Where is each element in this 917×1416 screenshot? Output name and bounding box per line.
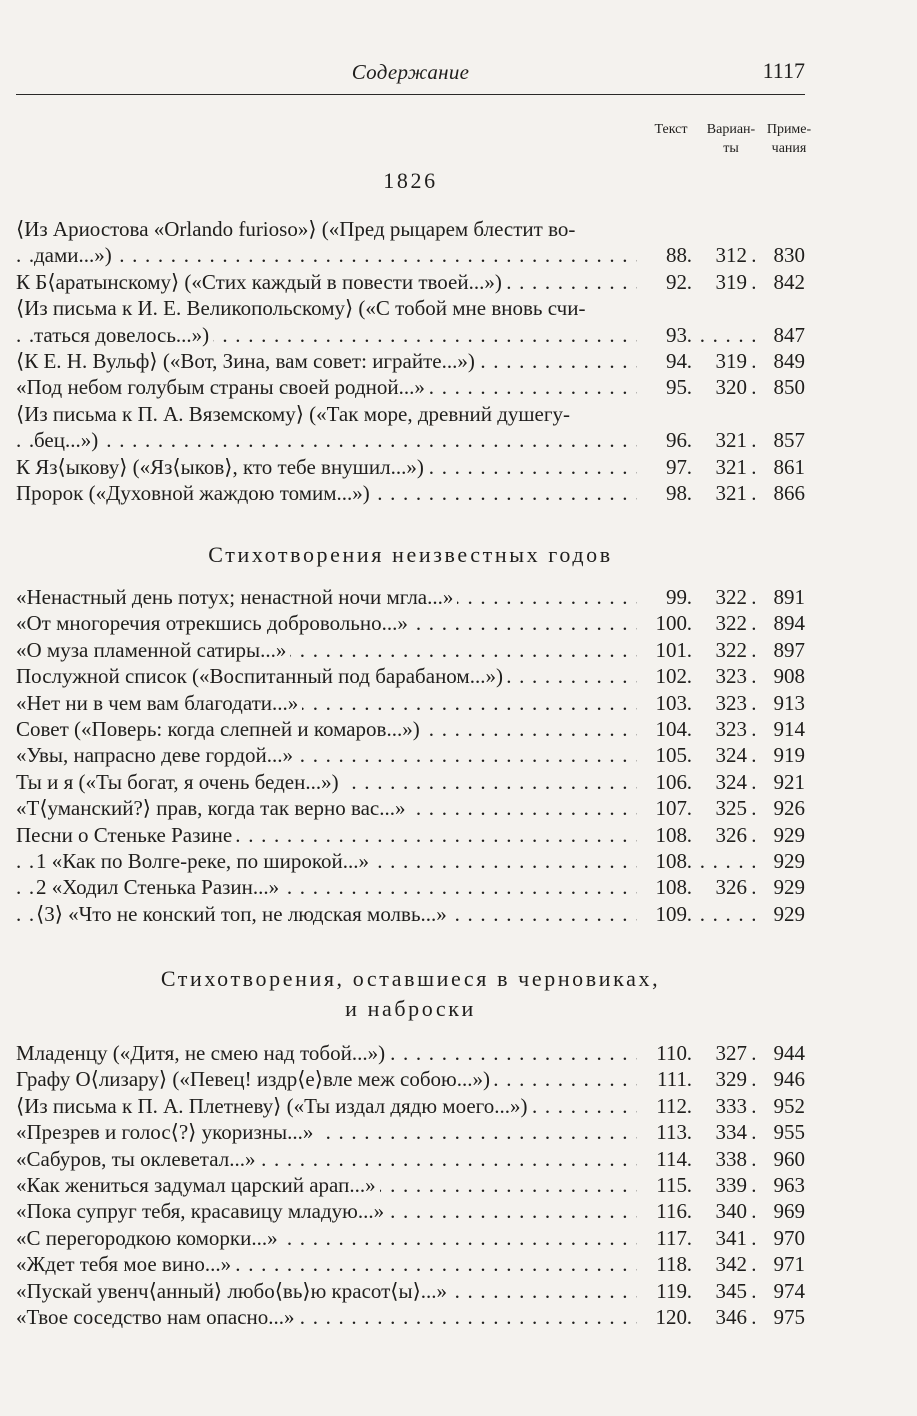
toc-entry-title: «Пока супруг тебя, красавицу младую...» — [16, 1199, 388, 1223]
variants-page: 321 — [697, 454, 747, 480]
toc-entry-title: 2 «Ходил Стенька Разин...» — [36, 875, 283, 899]
notes-page: 866 — [755, 480, 805, 506]
text-page: 110 — [637, 1040, 687, 1066]
page-refs — [637, 769, 805, 795]
notes-page: 913 — [755, 690, 805, 716]
notes-page: 897 — [755, 637, 805, 663]
toc-entry — [16, 1146, 805, 1172]
toc-entry — [16, 610, 805, 636]
page-refs — [637, 1304, 805, 1330]
toc-entry-title: К Яз⟨ыкову⟩ («Яз⟨ыков⟩, кто тебе внушил...») — [16, 455, 428, 479]
toc-entry-title: Послужной список («Воспитанный под барабаном...») — [16, 664, 507, 688]
page-refs — [637, 584, 805, 610]
section-title-line: Стихотворения неизвестных годов — [208, 542, 613, 567]
variants-page: 322 — [697, 610, 747, 636]
variants-page: 319 — [697, 348, 747, 374]
text-page: 112 — [637, 1093, 687, 1119]
notes-page: 908 — [755, 663, 805, 689]
text-page: 119 — [637, 1278, 687, 1304]
column-header-variants-line: ты — [723, 141, 739, 156]
toc-entry — [16, 401, 805, 454]
toc-entry — [16, 348, 805, 374]
toc-entry-title: «Пускай увенч⟨анный⟩ любо⟨вь⟩ю красот⟨ы⟩...» — [16, 1279, 451, 1303]
notes-page: 891 — [755, 584, 805, 610]
page-number: 1117 — [762, 58, 805, 83]
text-page: 94 — [637, 348, 687, 374]
text-page: 102 — [637, 663, 687, 689]
toc-entry-title: «Сабуров, ты оклеветал...» — [16, 1147, 259, 1171]
variants-page: 334 — [697, 1119, 747, 1145]
notes-page: 847 — [755, 322, 805, 348]
text-page: 117 — [637, 1225, 687, 1251]
toc-entry-title: Ты и я («Ты богат, я очень беден...») — [16, 770, 343, 794]
variants-page: 324 — [697, 769, 747, 795]
section-title — [16, 166, 805, 196]
toc-entry-title: 1 «Как по Волге-реке, по широкой...» — [36, 849, 373, 873]
text-page: 104 — [637, 716, 687, 742]
toc-entry — [16, 480, 805, 506]
page-refs — [637, 1093, 805, 1119]
page-refs — [637, 1146, 805, 1172]
section-entries — [16, 216, 805, 506]
toc-entry — [16, 1251, 805, 1277]
toc-entry — [16, 637, 805, 663]
toc-entry — [16, 1172, 805, 1198]
section-entries — [16, 1040, 805, 1330]
variants-page: 323 — [697, 690, 747, 716]
toc-entry-title: ⟨Из письма к П. А. Плетневу⟩ («Ты издал дядю моего...») — [16, 1094, 532, 1118]
notes-page: 969 — [755, 1198, 805, 1224]
text-page: 88 — [637, 242, 687, 268]
toc-entry-title: таться довелось...») — [34, 323, 213, 347]
column-header-text — [648, 120, 694, 139]
variants-page: 312 — [697, 242, 747, 268]
text-page: 95 — [637, 374, 687, 400]
section-title — [16, 964, 805, 1024]
column-header-variants — [698, 120, 764, 158]
variants-page: 345 — [697, 1278, 747, 1304]
notes-page: 914 — [755, 716, 805, 742]
notes-page: 970 — [755, 1225, 805, 1251]
text-page: 98 — [637, 480, 687, 506]
toc-entry — [16, 822, 805, 848]
notes-page: 929 — [755, 901, 805, 927]
toc-entry — [16, 1119, 805, 1145]
column-header-notes — [760, 120, 818, 158]
toc-entry — [16, 874, 805, 900]
notes-page: 919 — [755, 742, 805, 768]
page-refs — [637, 822, 805, 848]
toc-entry-title: «Как жениться задумал царский арап...» — [16, 1173, 380, 1197]
toc-entry-title: Графу О⟨лизару⟩ («Певец! издр⟨е⟩вле меж собою...») — [16, 1067, 494, 1091]
notes-page: 974 — [755, 1278, 805, 1304]
toc-entry — [16, 716, 805, 742]
text-page: 113 — [637, 1119, 687, 1145]
page-refs — [637, 1040, 805, 1066]
notes-page: 849 — [755, 348, 805, 374]
variants-page: 329 — [697, 1066, 747, 1092]
variants-page: 323 — [697, 716, 747, 742]
variants-page: 326 — [697, 822, 747, 848]
text-page: 114 — [637, 1146, 687, 1172]
text-page: 111 — [637, 1066, 687, 1092]
page-refs — [637, 637, 805, 663]
notes-page: 975 — [755, 1304, 805, 1330]
toc-entry — [16, 1304, 805, 1330]
column-header-notes-line: чания — [771, 141, 807, 156]
toc-entry-title: «Т⟨уманский?⟩ прав, когда так верно вас...» — [16, 796, 409, 820]
text-page: 107 — [637, 795, 687, 821]
toc-entry — [16, 216, 805, 269]
variants-page: 340 — [697, 1198, 747, 1224]
page-refs — [637, 1251, 805, 1277]
toc-entry-title: Пророк («Духовной жаждою томим...») — [16, 481, 374, 505]
notes-page: 929 — [755, 822, 805, 848]
toc-entry — [16, 1066, 805, 1092]
notes-page: 929 — [755, 848, 805, 874]
text-page: 120 — [637, 1304, 687, 1330]
column-header-notes-line: Приме- — [766, 122, 812, 137]
toc-entry-title: «Твое соседство нам опасно...» — [16, 1305, 299, 1329]
running-head-title: Содержание — [351, 60, 470, 84]
text-page: 100 — [637, 610, 687, 636]
text-page: 99 — [637, 584, 687, 610]
variants-page: 338 — [697, 1146, 747, 1172]
page-refs — [637, 322, 805, 348]
variants-page: 341 — [697, 1225, 747, 1251]
variants-page: 346 — [697, 1304, 747, 1330]
text-page: 106 — [637, 769, 687, 795]
notes-page: 857 — [755, 427, 805, 453]
toc-entry — [16, 690, 805, 716]
page-refs — [637, 663, 805, 689]
text-page: 108 — [637, 822, 687, 848]
header-rule — [16, 94, 805, 95]
text-page: 93 — [637, 322, 687, 348]
notes-page: 929 — [755, 874, 805, 900]
toc-entry — [16, 374, 805, 400]
toc-entry-title: Совет («Поверь: когда слепней и комаров...») — [16, 717, 424, 741]
page-refs — [637, 1172, 805, 1198]
page-refs — [637, 1225, 805, 1251]
toc-entry-line — [16, 295, 805, 321]
toc-entry-title: «Увы, напрасно деве гордой...» — [16, 743, 297, 767]
notes-page: 952 — [755, 1093, 805, 1119]
toc-entry-title: ⟨3⟩ «Что не конский топ, не людская молвь...» — [36, 902, 451, 926]
text-page: 118 — [637, 1251, 687, 1277]
page-refs — [637, 848, 805, 874]
notes-page: 894 — [755, 610, 805, 636]
page-refs — [637, 690, 805, 716]
page-refs — [637, 1278, 805, 1304]
toc-entry — [16, 295, 805, 348]
running-head — [16, 58, 805, 90]
text-page: 92 — [637, 269, 687, 295]
page-refs — [637, 242, 805, 268]
toc-entry-title: Песни о Стеньке Разине — [16, 823, 236, 847]
text-page: 96 — [637, 427, 687, 453]
notes-page: 926 — [755, 795, 805, 821]
variants-page: 319 — [697, 269, 747, 295]
variants-page: 342 — [697, 1251, 747, 1277]
section-title — [16, 540, 805, 570]
toc-entry-line — [16, 401, 805, 427]
toc-entry-title: «От многоречия отрекшись добровольно...» — [16, 611, 412, 635]
toc-entry-title: бец...») — [34, 428, 102, 452]
variants-page: 320 — [697, 374, 747, 400]
page-refs — [637, 1119, 805, 1145]
toc-entry-title: ⟨Из письма к П. А. Вяземскому⟩ («Так море, древний душегу- — [16, 402, 574, 426]
variants-page: 323 — [697, 663, 747, 689]
toc-entry-title: «Презрев и голос⟨?⟩ укоризны...» — [16, 1120, 317, 1144]
variants-page: 339 — [697, 1172, 747, 1198]
toc-entry-title: «Нет ни в чем вам благодати...» — [16, 691, 302, 715]
variants-page: 324 — [697, 742, 747, 768]
toc-entry-title: «Под небом голубым страны своей родной...» — [16, 375, 429, 399]
toc-entry — [16, 1093, 805, 1119]
page-refs — [637, 269, 805, 295]
page-refs — [637, 795, 805, 821]
notes-page: 955 — [755, 1119, 805, 1145]
toc-entry-title: ⟨К Е. Н. Вульф⟩ («Вот, Зина, вам совет: играйте...») — [16, 349, 479, 373]
page-refs — [637, 348, 805, 374]
toc-entry-title: «С перегородкою коморки...» — [16, 1226, 282, 1250]
toc-entry — [16, 848, 805, 874]
toc-entry — [16, 1278, 805, 1304]
text-page: 109 — [637, 901, 687, 927]
page-refs — [637, 742, 805, 768]
toc-entry — [16, 769, 805, 795]
toc-entry — [16, 1225, 805, 1251]
toc-entry-title: «Ждет тебя мое вино...» — [16, 1252, 235, 1276]
toc-entry-title: дами...») — [34, 243, 116, 267]
toc-entry-title: ⟨Из письма к И. Е. Великопольскому⟩ («С тобой мне вновь счи- — [16, 296, 589, 320]
toc-entry-line — [16, 216, 805, 242]
page-refs — [637, 374, 805, 400]
page-refs — [637, 901, 805, 927]
notes-page: 946 — [755, 1066, 805, 1092]
variants-page: 326 — [697, 874, 747, 900]
toc-entry — [16, 795, 805, 821]
section-title-line: Стихотворения, оставшиеся в черновиках, — [160, 966, 661, 991]
page-refs — [637, 1066, 805, 1092]
notes-page: 830 — [755, 242, 805, 268]
toc-entry — [16, 1198, 805, 1224]
notes-page: 971 — [755, 1251, 805, 1277]
toc-entry — [16, 584, 805, 610]
toc-entry-title: «О муза пламенной сатиры...» — [16, 638, 290, 662]
variants-page: 321 — [697, 480, 747, 506]
text-page: 108 — [637, 874, 687, 900]
variants-page: 322 — [697, 637, 747, 663]
toc-entry-title: Младенцу («Дитя, не смею над тобой...») — [16, 1041, 389, 1065]
notes-page: 960 — [755, 1146, 805, 1172]
text-page: 108 — [637, 848, 687, 874]
notes-page: 861 — [755, 454, 805, 480]
text-page: 103 — [637, 690, 687, 716]
notes-page: 842 — [755, 269, 805, 295]
notes-page: 963 — [755, 1172, 805, 1198]
page-refs — [637, 427, 805, 453]
column-header-text-line: Текст — [654, 122, 688, 137]
toc-entry — [16, 1040, 805, 1066]
page-refs — [637, 454, 805, 480]
variants-page: 321 — [697, 427, 747, 453]
text-page: 115 — [637, 1172, 687, 1198]
toc-entry — [16, 901, 805, 927]
page-refs — [637, 480, 805, 506]
notes-page: 944 — [755, 1040, 805, 1066]
toc-entry-title: ⟨Из Ариостова «Orlando furioso»⟩ («Пред рыцарем блестит во- — [16, 217, 579, 241]
toc-entry — [16, 269, 805, 295]
notes-page: 921 — [755, 769, 805, 795]
page-refs — [637, 874, 805, 900]
section-title-line: и наброски — [345, 996, 476, 1021]
variants-page: 333 — [697, 1093, 747, 1119]
page-refs — [637, 1198, 805, 1224]
page-refs — [637, 610, 805, 636]
text-page: 105 — [637, 742, 687, 768]
toc-entry-title: «Ненастный день потух; ненастной ночи мгла...» — [16, 585, 457, 609]
page-refs — [637, 716, 805, 742]
notes-page: 850 — [755, 374, 805, 400]
toc-entry — [16, 742, 805, 768]
variants-page: 327 — [697, 1040, 747, 1066]
toc-entry-title: К Б⟨аратынскому⟩ («Стих каждый в повести твоей...») — [16, 270, 506, 294]
variants-page: 322 — [697, 584, 747, 610]
text-page: 101 — [637, 637, 687, 663]
text-page: 97 — [637, 454, 687, 480]
toc-entry — [16, 663, 805, 689]
section-title-line: 1826 — [383, 168, 438, 193]
section-entries — [16, 584, 805, 927]
variants-page: 325 — [697, 795, 747, 821]
column-header-variants-line: Вариан- — [706, 122, 756, 137]
text-page: 116 — [637, 1198, 687, 1224]
toc-entry — [16, 454, 805, 480]
